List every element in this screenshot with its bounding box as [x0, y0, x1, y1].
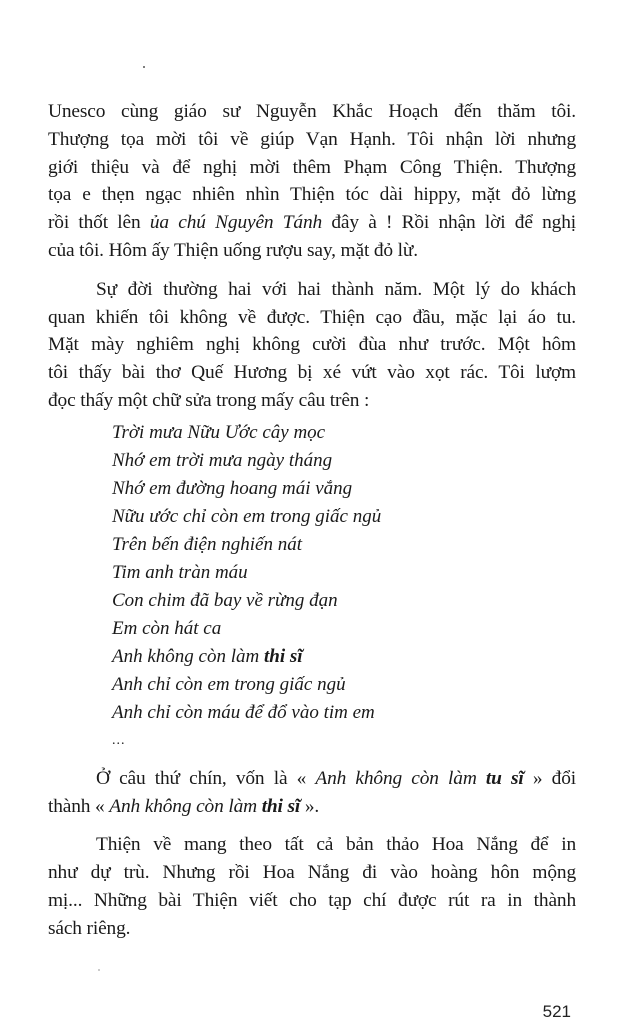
text-line: [48, 209, 576, 237]
text-line: tọa e thẹn ngạc nhiên nhìn Thiện tóc dài hippy, mặt đỏ lừng: [48, 184, 576, 206]
text-run: đây à ! Rồi nhận lời để nghị: [322, 212, 576, 234]
paragraph-gap: [48, 755, 576, 765]
poem-ellipsis: ...: [112, 732, 126, 748]
poem-verse: Trên bến điện nghiến nát: [112, 533, 302, 555]
poem-verse: Nữu ước chỉ còn em trong giấc ngủ: [112, 505, 382, 527]
paragraph-3: [48, 765, 576, 821]
italic-text: Anh không còn làm: [109, 795, 262, 817]
scan-speck: [98, 969, 100, 971]
text-run: » đổi: [523, 767, 576, 789]
italic-text: Anh không còn làm: [315, 767, 486, 789]
paragraph-2: [48, 276, 576, 415]
text-run: rồi thốt lên: [48, 212, 150, 234]
text-line: Unesco cùng giáo sư Nguyễn Khắc Hoạch đến thăm tôi.: [48, 101, 576, 122]
text-line: Thiện về mang theo tất cả bản thảo Hoa Nắng để in: [96, 834, 576, 856]
book-page: [48, 98, 576, 943]
bold-word: thi sĩ: [261, 795, 301, 817]
poem-verse: Con chim đã bay về rừng đạn: [112, 589, 338, 611]
poem-verse: Trời mưa Nữu Ước cây mọc: [112, 421, 326, 443]
text-line: đọc thấy một chữ sửa trong mấy câu trên :: [48, 389, 370, 411]
text-run: ».: [300, 795, 320, 817]
text-line: Thượng tọa mời tôi về giúp Vạn Hạnh. Tôi nhận lời nhưng: [48, 128, 576, 150]
text-line: Mặt mày nghiêm nghị không cười đùa như trước. Một hôm: [48, 334, 576, 356]
italic-phrase: [315, 768, 523, 789]
poem-verse: Tim anh tràn máu: [112, 561, 248, 583]
italic-phrase: ủa chú Nguyên Tánh: [149, 212, 323, 234]
text-line: mị... Những bài Thiện viết cho tạp chí được rút ra in thành: [48, 889, 576, 911]
paragraph-4: [48, 831, 576, 942]
text-run: Ở câu thứ chín, vốn là «: [96, 767, 316, 789]
poem-verse: Em còn hát ca: [112, 617, 222, 639]
poem-verse: Anh chỉ còn máu để đổ vào tim em: [112, 701, 375, 723]
text-line: tôi thấy bài thơ Quế Hương bị xé vứt vào xọt rác. Tôi lượm: [48, 362, 576, 384]
italic-phrase: [109, 796, 300, 817]
poem: [48, 419, 576, 755]
bold-word: thi sĩ: [263, 645, 303, 667]
text-run: thành «: [48, 795, 110, 817]
text-line: Sự đời thường hai với hai thành năm. Một lý do khách: [96, 278, 576, 300]
poem-verse-highlighted: [112, 643, 576, 671]
scan-speck: [143, 66, 145, 68]
text-line: của tôi. Hôm ấy Thiện uống rượu say, mặt đỏ lừ.: [48, 239, 418, 261]
page-number: 521: [542, 1002, 571, 1021]
paragraph-gap: [48, 265, 576, 276]
poem-verse: Anh chỉ còn em trong giấc ngủ: [112, 673, 346, 695]
bold-word: tu sĩ: [485, 767, 524, 789]
text-line: quan khiến tôi không về được. Thiện cạo đầu, mặc lại áo tu.: [48, 306, 576, 328]
poem-verse: Nhớ em trời mưa ngày tháng: [112, 449, 333, 471]
paragraph-gap: [48, 820, 576, 831]
text-line: [48, 765, 576, 793]
text-line: [48, 793, 576, 821]
poem-verse: Nhớ em đường hoang mái vắng: [112, 477, 353, 499]
verse-text: Anh không còn làm: [112, 645, 264, 667]
text-line: giới thiệu và để nghị mời thêm Phạm Công Thiện. Thượng: [48, 156, 576, 178]
text-line: sách riêng.: [48, 917, 131, 939]
paragraph-1: [48, 98, 576, 265]
text-line: như dự trù. Nhưng rồi Hoa Nắng đi vào hoàng hôn mộng: [48, 862, 576, 884]
